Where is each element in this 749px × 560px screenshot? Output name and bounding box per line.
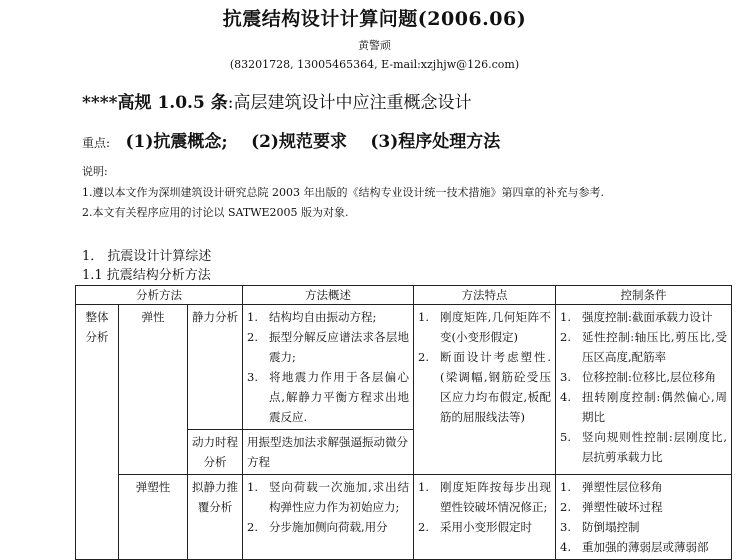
- key-point-1: (1)抗震概念;: [125, 132, 228, 152]
- static-description-cell: [243, 305, 414, 430]
- key-point-2: (2)规范要求: [251, 132, 347, 152]
- note-line-1: 1.遵以本文作为深圳建筑设计研究总院 2003 年出版的《结构专业设计统一技术措施》第四章的补充与参考.: [82, 185, 604, 199]
- pushover-cell: 拟静力推覆分析: [188, 475, 243, 560]
- heading-level-2: 1.1 抗震结构分析方法: [82, 268, 211, 283]
- elastic-cell: 弹性: [119, 305, 188, 475]
- list-item: 1. 弹塑性层位移角: [560, 480, 663, 494]
- list-item: 3. 将地震力作用于各层偏心点,解静力平衡方程求出地震反应.: [247, 370, 410, 424]
- dynamic-analysis-cell: 动力时程分析: [188, 430, 243, 475]
- list-item: 2. 采用小变形假定时: [418, 520, 533, 534]
- list-item: 5. 竖向规则性控制:层刚度比,层抗剪承载力比: [560, 430, 728, 464]
- notes-block: [82, 162, 604, 224]
- author-contact: (83201728, 13005465364, E-mail:xzjhjw@126.com): [229, 58, 520, 71]
- static-analysis-cell: 静力分析: [188, 305, 243, 430]
- list-item: 2. 弹塑性破坏过程: [560, 500, 663, 514]
- list-item: 2. 延性控制:轴压比,剪压比,受压区高度,配筋率: [560, 330, 728, 364]
- list-item: 4. 扭转刚度控制:偶然偏心,周期比: [560, 390, 728, 424]
- header-features: 方法特点: [414, 286, 556, 305]
- elastic-features-cell: [414, 305, 556, 475]
- dynamic-description-cell: 用振型迭加法求解强逼振动微分方程: [243, 430, 414, 475]
- list-item: 3. 位移控制:位移比,层位移角: [560, 370, 717, 384]
- document-title: 抗震结构设计计算问题(2006.06): [222, 8, 527, 30]
- header-overview: 方法概述: [243, 286, 414, 305]
- list-item: 1. 竖向荷载一次施加,求出结构弹性应力作为初始应力;: [247, 480, 410, 514]
- list-item: 4. 重加强的薄弱层或薄弱部: [560, 540, 709, 554]
- key-point-3: (3)程序处理方法: [370, 132, 501, 152]
- list-item: 1. 强度控制:截面承载力设计: [560, 310, 713, 324]
- elastic-controls-cell: [556, 305, 732, 475]
- key-points-label: 重点:: [82, 136, 111, 150]
- section-heading: [82, 88, 471, 113]
- list-item: 2. 断面设计考虑塑性.(梁调幅,钢筋砼受压区应力均布假定,板配筋的屈服线法等): [418, 350, 552, 424]
- elastoplastic-cell: 弹塑性: [119, 475, 188, 560]
- heading-level-1: 1． 抗震设计计算综述: [82, 249, 212, 264]
- section-prefix: ****高规 1.0.5 条: [82, 93, 228, 113]
- table-row: [76, 305, 732, 430]
- list-item: 1. 刚度矩阵,几何矩阵不变(小变形假定): [418, 310, 552, 344]
- section-title: :高层建筑设计中应注重概念设计: [227, 93, 472, 113]
- table-header-row: [76, 286, 732, 305]
- analysis-methods-table: [75, 285, 732, 560]
- author-name: 黄警顽: [358, 39, 391, 52]
- key-points: [82, 127, 518, 152]
- header-controls: 控制条件: [556, 286, 732, 305]
- notes-heading: 说明:: [82, 165, 108, 178]
- list-item: 1. 结构均自由振动方程;: [247, 310, 377, 324]
- list-item: 2. 振型分解反应谱法求各层地震力;: [247, 330, 410, 364]
- note-line-2: 2.本文有关程序应用的讨论以 SATWE2005 版为对象.: [82, 206, 349, 219]
- list-item: 2. 分步施加侧向荷载,用分: [247, 520, 388, 534]
- header-method: 分析方法: [76, 286, 243, 305]
- list-item: 3. 防倒塌控制: [560, 520, 640, 534]
- overall-analysis-cell: 整体分析: [76, 305, 119, 560]
- list-item: 1. 刚度矩阵按每步出现塑性铰破坏情况修正;: [418, 480, 552, 514]
